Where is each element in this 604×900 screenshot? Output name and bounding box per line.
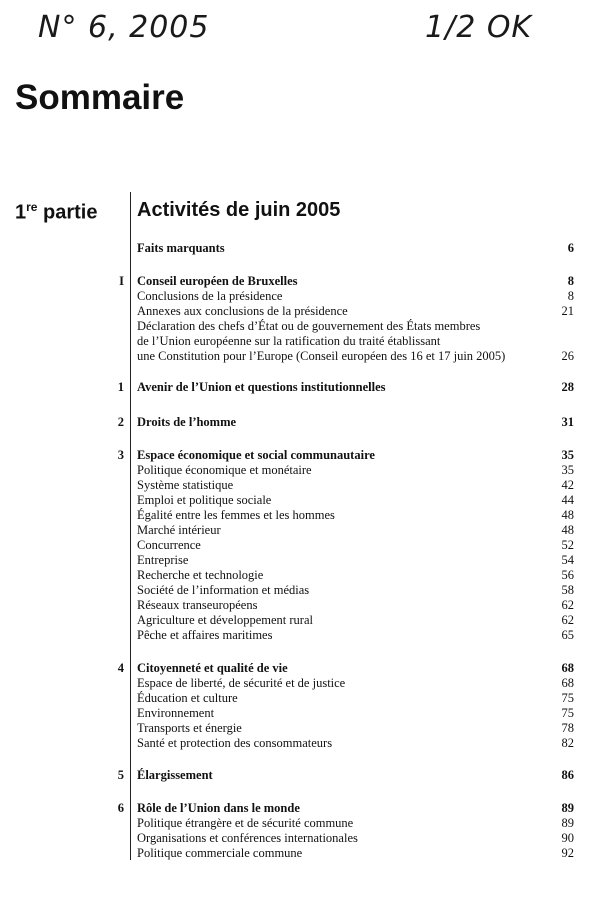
toc-page-number: 8: [567, 274, 574, 288]
part-word: partie: [37, 201, 98, 224]
toc-entry-label: Rôle de l’Union dans le monde: [137, 801, 300, 815]
toc-entry-label: Politique étrangère et de sécurité commune: [137, 816, 354, 830]
toc-page-number: 68: [561, 676, 574, 690]
toc-entry-label: Concurrence: [137, 538, 201, 552]
toc-entry-row: [0, 538, 604, 553]
toc-section-number: 4: [117, 661, 124, 675]
toc-entry-label: Espace de liberté, de sécurité et de justice: [137, 676, 346, 690]
toc-heading-row: [0, 415, 604, 430]
toc-page-number: 35: [561, 448, 574, 462]
toc-heading-row: [0, 801, 604, 816]
part-ordinal-suffix: re: [26, 200, 38, 214]
toc-entry-label: Éducation et culture: [137, 691, 238, 705]
part-number: 1: [15, 201, 27, 224]
toc-page-number: 58: [561, 583, 574, 597]
toc-page-number: 31: [561, 415, 574, 429]
toc-entry-row: [0, 523, 604, 538]
toc-entry-row: [0, 831, 604, 846]
toc-page-number: 28: [561, 380, 574, 394]
handwritten-status-note: 1/2 OK: [425, 10, 533, 45]
toc-entry-label: Politique commerciale commune: [137, 846, 303, 860]
toc-entry-label: Avenir de l’Union et questions institutionnelles: [137, 380, 386, 394]
toc-section-number: 3: [117, 448, 124, 462]
toc-entry-row: [0, 613, 604, 628]
toc-entry-row: [0, 553, 604, 568]
toc-entry-row: [0, 304, 604, 319]
toc-entry-label: Santé et protection des consommateurs: [137, 736, 333, 750]
toc-page-number: 65: [561, 628, 574, 642]
toc-heading-row: [0, 768, 604, 783]
toc-page-number: 75: [561, 691, 574, 705]
toc-entry-row: [0, 706, 604, 721]
toc-heading-row: [0, 274, 604, 289]
toc-entry-row: [0, 691, 604, 706]
toc-entry-label: Citoyenneté et qualité de vie: [137, 661, 288, 675]
toc-page-number: 48: [561, 508, 574, 522]
toc-entry-row: [0, 319, 604, 334]
toc-page-number: 48: [561, 523, 574, 537]
toc-page-number: 82: [561, 736, 574, 750]
toc-page-number: 62: [561, 598, 574, 612]
toc-entry-label: Droits de l’homme: [137, 415, 237, 429]
toc-page-number: 44: [561, 493, 574, 507]
page-title: Sommaire: [15, 78, 185, 117]
toc-entry-label: Égalité entre les femmes et les hommes: [137, 508, 335, 522]
toc-page-number: 90: [561, 831, 574, 845]
toc-page-number: 89: [561, 816, 574, 830]
toc-heading-row: [0, 380, 604, 395]
toc-entry-row: [0, 463, 604, 478]
toc-entry-label: Entreprise: [137, 553, 189, 567]
toc-entry-row: [0, 721, 604, 736]
toc-entry-label: Société de l’information et médias: [137, 583, 310, 597]
toc-entry-row: [0, 334, 604, 349]
toc-page-number: 42: [561, 478, 574, 492]
toc-entry-row: [0, 676, 604, 691]
toc-entry-label: Politique économique et monétaire: [137, 463, 312, 477]
toc-page-number: 35: [561, 463, 574, 477]
toc-entry-row: [0, 736, 604, 751]
toc-section-number: 2: [117, 415, 124, 429]
toc-entry-label: Élargissement: [137, 768, 213, 782]
toc-entry-row: [0, 349, 604, 364]
toc-entry-label: de l’Union européenne sur la ratification du traité établissant: [137, 334, 441, 348]
toc-section-number: 5: [117, 768, 124, 782]
toc-entry-label: Système statistique: [137, 478, 234, 492]
toc-entry-row: [0, 598, 604, 613]
toc-entry-label: Marché intérieur: [137, 523, 221, 537]
toc-page-number: 92: [561, 846, 574, 860]
toc-page-number: 75: [561, 706, 574, 720]
toc-page-number: 54: [561, 553, 574, 567]
toc-entry-row: [0, 478, 604, 493]
part-label: [15, 200, 98, 225]
toc-section-number: I: [119, 274, 124, 288]
toc-page-number: 26: [561, 349, 574, 363]
toc-page-number: 89: [561, 801, 574, 815]
toc-entry-row: [0, 846, 604, 861]
toc-page-number: 62: [561, 613, 574, 627]
toc-section-number: 1: [117, 380, 124, 394]
toc-page-number: 68: [561, 661, 574, 675]
toc-entry-label: Conclusions de la présidence: [137, 289, 283, 303]
toc-page-number: 21: [561, 304, 574, 318]
toc-entry-row: [0, 289, 604, 304]
toc-page-number: 52: [561, 538, 574, 552]
toc-page-number: 56: [561, 568, 574, 582]
toc-entry-label: Organisations et conférences internationales: [137, 831, 358, 845]
toc-entry-label: une Constitution pour l’Europe (Conseil européen des 16 et 17 juin 2005): [137, 349, 506, 363]
toc-entry-label: Conseil européen de Bruxelles: [137, 274, 298, 288]
toc-page-number: 86: [561, 768, 574, 782]
toc-page-number: 78: [561, 721, 574, 735]
toc-entry-label: Emploi et politique sociale: [137, 493, 272, 507]
toc-entry-label: Faits marquants: [137, 241, 225, 255]
handwritten-issue-note: N° 6, 2005: [38, 10, 210, 45]
toc-entry-row: [0, 816, 604, 831]
toc-entry-row: [0, 628, 604, 643]
toc-entry-label: Pêche et affaires maritimes: [137, 628, 273, 642]
toc-entry-label: Annexes aux conclusions de la présidence: [137, 304, 348, 318]
toc-entry-label: Espace économique et social communautaire: [137, 448, 375, 462]
toc-entry-label: Transports et énergie: [137, 721, 242, 735]
toc-heading-row: [0, 241, 604, 256]
toc-page-number: 6: [567, 241, 574, 255]
toc-entry-label: Recherche et technologie: [137, 568, 264, 582]
toc-heading-row: [0, 448, 604, 463]
toc-entry-row: [0, 508, 604, 523]
toc-entry-row: [0, 568, 604, 583]
section-title: Activités de juin 2005: [137, 199, 341, 221]
toc-heading-row: [0, 661, 604, 676]
toc-entry-row: [0, 493, 604, 508]
toc-entry-label: Agriculture et développement rural: [137, 613, 313, 627]
toc-section-number: 6: [117, 801, 124, 815]
toc-page-number: 8: [567, 289, 574, 303]
toc-entry-label: Environnement: [137, 706, 215, 720]
toc-entry-label: Déclaration des chefs d’État ou de gouvernement des États membres: [137, 319, 481, 333]
toc-entry-row: [0, 583, 604, 598]
toc-entry-label: Réseaux transeuropéens: [137, 598, 258, 612]
